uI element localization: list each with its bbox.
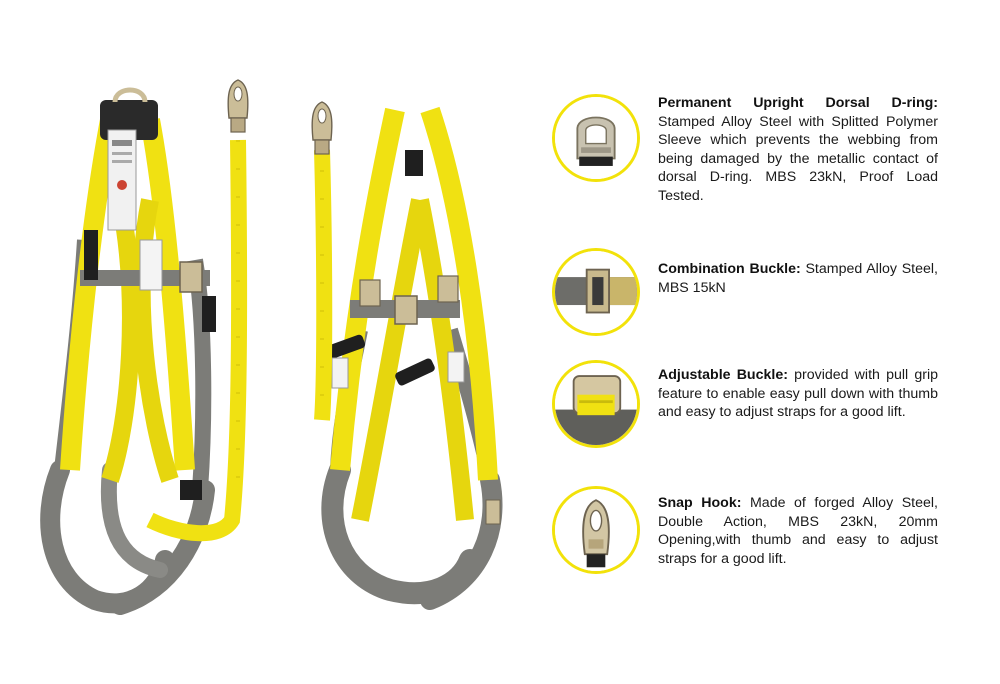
feature-title: Adjustable Buckle: <box>658 367 788 383</box>
feature-title: Combination Buckle: <box>658 261 801 277</box>
feature-title: Permanent Upright Dorsal D-ring: <box>658 95 938 111</box>
feature-snap-hook <box>548 480 1000 610</box>
feature-body: Stamped Alloy Steel, MBS 15kN <box>658 261 938 296</box>
feature-body: provided with pull grip feature to enable easy pull down with thumb and easy to adjust straps for a good lift. <box>658 367 938 421</box>
feature-title: Snap Hook: <box>658 495 742 511</box>
feature-description <box>658 94 938 206</box>
feature-body: Stamped Alloy Steel with Splitted Polymer Sleeve which prevents the webbing from being damaged by the metallic contact of dorsal D-ring. MBS 23kN, Proof Load Tested. <box>658 113 938 204</box>
feature-list <box>548 0 1000 684</box>
snap-hook-icon <box>552 486 640 574</box>
feature-description <box>658 494 938 568</box>
harness-front-view <box>50 80 248 605</box>
feature-combination-buckle <box>548 238 1000 368</box>
combination-buckle-icon <box>552 248 640 336</box>
harness-back-view <box>312 102 500 600</box>
feature-description <box>658 260 938 297</box>
feature-dorsal-d-ring <box>548 88 1000 218</box>
feature-body: Made of forged Alloy Steel, Double Action, MBS 23kN, 20mm Opening,with thumb and easy to adjust straps for a good lift. <box>658 495 938 567</box>
feature-adjustable-buckle <box>548 352 1000 482</box>
d-ring-icon <box>552 94 640 182</box>
adjustable-buckle-icon <box>552 360 640 448</box>
feature-description <box>658 366 938 422</box>
